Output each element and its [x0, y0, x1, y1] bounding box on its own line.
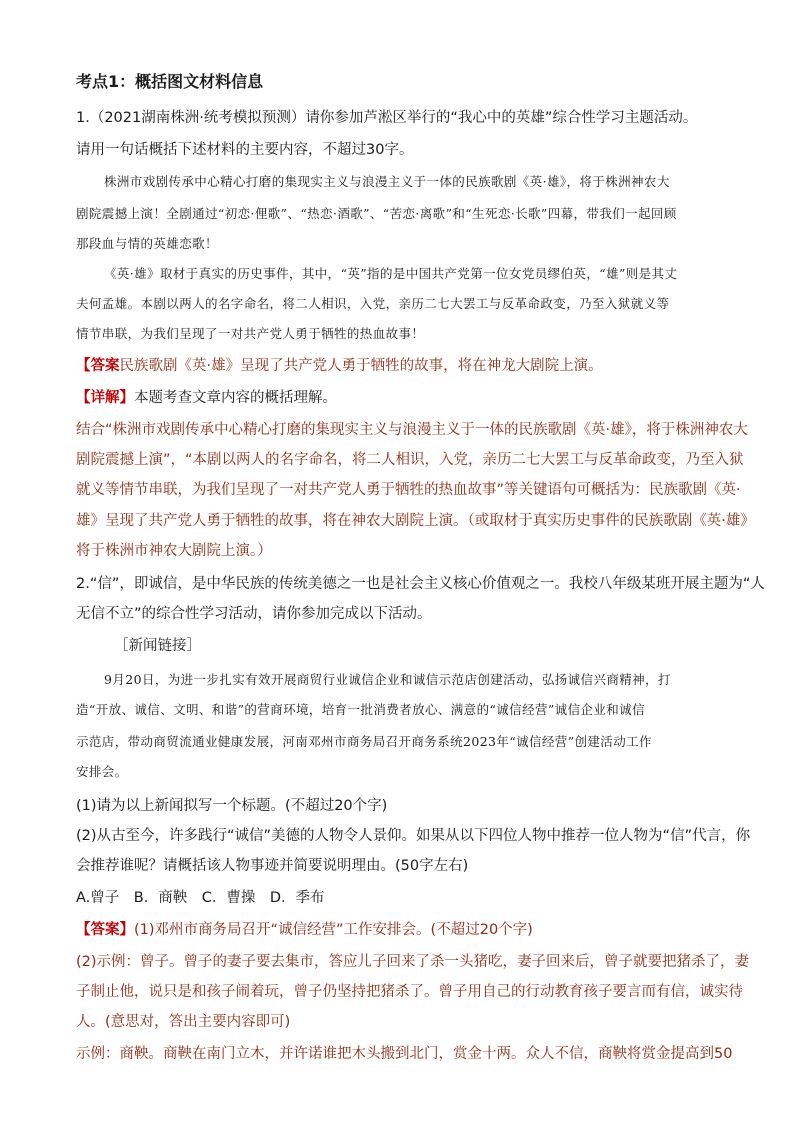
q2-sub1: (1)请为以上新闻拟写一个标题。(不超过20个字) — [76, 798, 388, 814]
q1-material-line: 株洲市戏剧传承中心精心打磨的集现实主义与浪漫主义于一体的民族歌剧《英·雄》，将于株洲神农大 — [104, 174, 670, 189]
answer-text: (1)邓州市商务局召开“诚信经营”工作安排会。(不超过20个字) — [134, 922, 533, 938]
q1-instruction: 请用一句话概括下述材料的主要内容，不超过30字。 — [76, 142, 414, 158]
q1-detail-line: 结合“株洲市戏剧传承中心精心打磨的集现实主义与浪漫主义于一体的民族歌剧《英·雄》，将于株洲神农大 — [76, 422, 748, 438]
q2-options: A.曾子 B．商鞅 C．曹操 D．季布 — [76, 890, 325, 906]
q1-stem: 1.（2021湖南株洲·统考模拟预测）请你参加芦淞区举行的“我心中的英雄”综合性学习主题活动。 — [76, 110, 698, 126]
section-title: 考点1：概括图文材料信息 — [76, 72, 264, 91]
answer-tag: 【答案 — [76, 358, 120, 374]
news-line: 9月20日，为进一步扎实有效开展商贸行业诚信企业和诚信示范店创建活动，弘扬诚信兴商精神，打 — [104, 672, 671, 687]
news-line: 安排会。 — [76, 764, 128, 779]
q2-stem: 2.“信”，即诚信，是中华民族的传统美德之一也是社会主义核心价值观之一。我校八年级某班开展主题为“人 — [76, 576, 765, 592]
q1-detail — [76, 388, 337, 408]
answer-tag: 【答案】 — [76, 922, 134, 938]
news-heading: ［新闻链接］ — [114, 638, 201, 654]
q2-stem-cont: 无信不立”的综合性学习活动，请你参加完成以下活动。 — [76, 606, 432, 622]
news-line: 造“开放、诚信、文明、和谐”的营商环境，培育一批消费者放心、满意的“诚信经营”诚信企业和诚信 — [76, 702, 645, 717]
detail-tag: 【详解】 — [76, 390, 134, 406]
answer-text: 民族歌剧《英·雄》呈现了共产党人勇于牺牲的故事，将在神龙大剧院上演。 — [119, 358, 603, 374]
q2-sub2-cont: 会推荐谁呢？请概括该人物事迹并简要说明理由。(50字左右) — [76, 858, 469, 874]
detail-intro: 本题考查文章内容的概括理解。 — [134, 390, 337, 406]
q2-answer-line: (2)示例：曾子。曾子的妻子要去集市，答应儿子回来了杀一头猪吃，妻子回来后，曾子就要把猪杀了，妻 — [76, 954, 750, 970]
q2-answer — [76, 920, 533, 940]
q1-material-line: 《英·雄》取材于真实的历史事件，其中，“英”指的是中国共产党第一位女党员缪伯英，“雄”则是其丈 — [104, 266, 678, 281]
q1-detail-line: 将于株洲市神农大剧院上演。） — [76, 543, 272, 559]
q2-sub2: (2)从古至今，许多践行“诚信”美德的人物令人景仰。如果从以下四位人物中推荐一位人物为“信”代言，你 — [76, 828, 751, 844]
q1-detail-line: 剧院震撼上演”，“本剧以两人的名字命名，将二人相识，入党，亲历二七大罢工与反革命政变，乃至入狱 — [76, 452, 744, 468]
q1-detail-line: 雄》呈现了共产党人勇于牺牲的故事，将在神农大剧院上演。（或取材于真实历史事件的民族歌剧《英·雄》 — [76, 513, 755, 529]
q1-detail-line: 就义等情节串联，为我们呈现了一对共产党人勇于牺牲的热血故事”等关键语句可概括为：民族歌剧《英· — [76, 482, 741, 498]
q1-material-line: 夫何孟雄。本剧以两人的名字命名，将二人相识，入党，亲历二七大罢工与反革命政变，乃至入狱就义等 — [76, 296, 670, 311]
q1-material-line: 剧院震撼上演！全剧通过“初恋·俚歌”、“热恋·酒歌”、“苦恋·离歌”和“生死恋·长歌”四幕，带我们一起回顾 — [76, 206, 677, 221]
q1-material-line: 情节串联，为我们呈现了一对共产党人勇于牺牲的热血故事！ — [76, 326, 425, 341]
q2-answer-line: 人。(意思对，答出主要内容即可) — [76, 1014, 291, 1030]
q1-answer — [76, 356, 603, 376]
q2-answer-line: 子制止他，说只是和孩子闹着玩，曾子仍坚持把猪杀了。曾子用自己的行动教育孩子要言而有信，诚实待 — [76, 984, 743, 1000]
q2-example-line: 示例：商鞅。商鞅在南门立木，并许诺谁把木头搬到北门，赏金十两。众人不信，商鞅将赏金提高到50 — [76, 1046, 733, 1062]
q1-material-line: 那段血与情的英雄恋歌！ — [76, 236, 218, 251]
news-line: 示范店，带动商贸流通业健康发展，河南邓州市商务局召开商务系统2023年“诚信经营”创建活动工作 — [76, 734, 652, 749]
